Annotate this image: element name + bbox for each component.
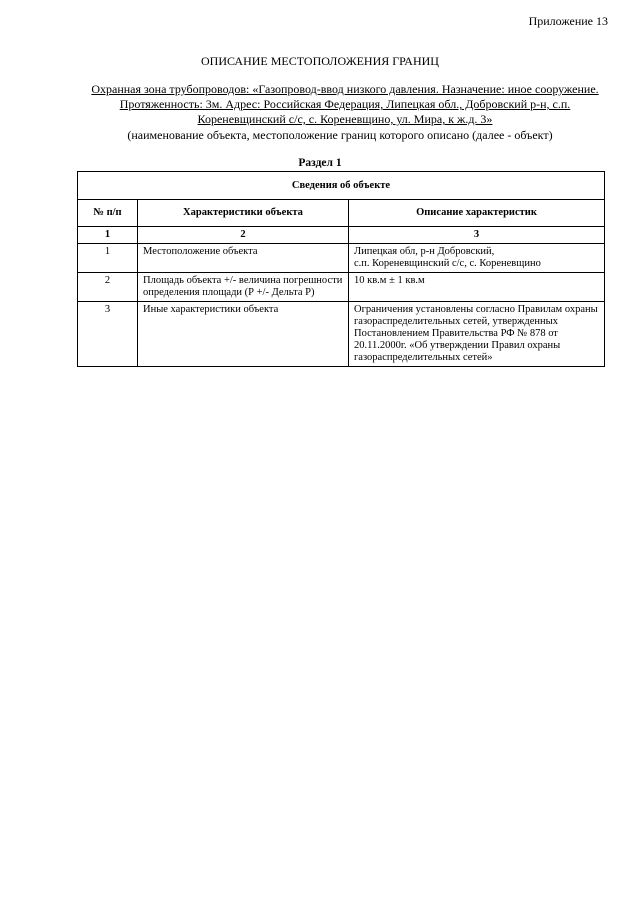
section-title: Раздел 1 xyxy=(298,157,342,169)
row-num: 2 xyxy=(78,273,138,302)
row-description xyxy=(349,273,605,302)
row-characteristic: Иные характеристики объекта xyxy=(138,302,349,367)
row-num: 3 xyxy=(78,302,138,367)
appendix-label: Приложение 13 xyxy=(528,14,608,28)
table-row xyxy=(78,273,605,302)
header-characteristic: Характеристики объекта xyxy=(138,200,349,227)
column-number: 2 xyxy=(138,227,349,244)
row-description-line: с.п. Кореневщинский с/с, с. Кореневщино xyxy=(354,258,541,269)
row-characteristic: Местоположение объекта xyxy=(138,244,349,273)
header-description: Описание характеристик xyxy=(349,200,605,227)
object-info-table xyxy=(77,171,605,367)
column-number-row xyxy=(78,227,605,244)
row-description-line: Липецкая обл, р-н Добровский, xyxy=(354,246,495,257)
column-number: 3 xyxy=(349,227,605,244)
object-description: Охранная зона трубопроводов: «Газопровод-ввод низкого давления. Назначение: иное сооружение. Протяженность: 3м. Адрес: Российская Федерация, Липецкая обл., Добровский р-н, с.п. Кореневщинский с/с, с. Кореневщино, ул. Мира, к ж.д. 3» xyxy=(91,82,599,126)
table-header-row xyxy=(78,200,605,227)
column-number: 1 xyxy=(78,227,138,244)
row-description-line: Ограничения установлены согласно Правилам охраны газораспределительных сетей, утвержденных Постановлением Правительства РФ № 878 от 20.11.2000г. «Об утверждении Правил охраны газораспределительных сетей» xyxy=(354,304,598,363)
row-description xyxy=(349,244,605,273)
object-note: (наименование объекта, местоположение границ которого описано (далее - объект) xyxy=(127,128,553,142)
document-title: ОПИСАНИЕ МЕСТОПОЛОЖЕНИЯ ГРАНИЦ xyxy=(201,54,439,68)
header-num: № п/п xyxy=(78,200,138,227)
table-row xyxy=(78,302,605,367)
row-characteristic: Площадь объекта +/- величина погрешности определения площади (Р +/- Дельта Р) xyxy=(138,273,349,302)
table-row xyxy=(78,244,605,273)
row-description-line: 10 кв.м ± 1 кв.м xyxy=(354,275,425,286)
table-caption: Сведения об объекте xyxy=(78,172,605,200)
row-description xyxy=(349,302,605,367)
row-num: 1 xyxy=(78,244,138,273)
table-caption-row xyxy=(78,172,605,200)
